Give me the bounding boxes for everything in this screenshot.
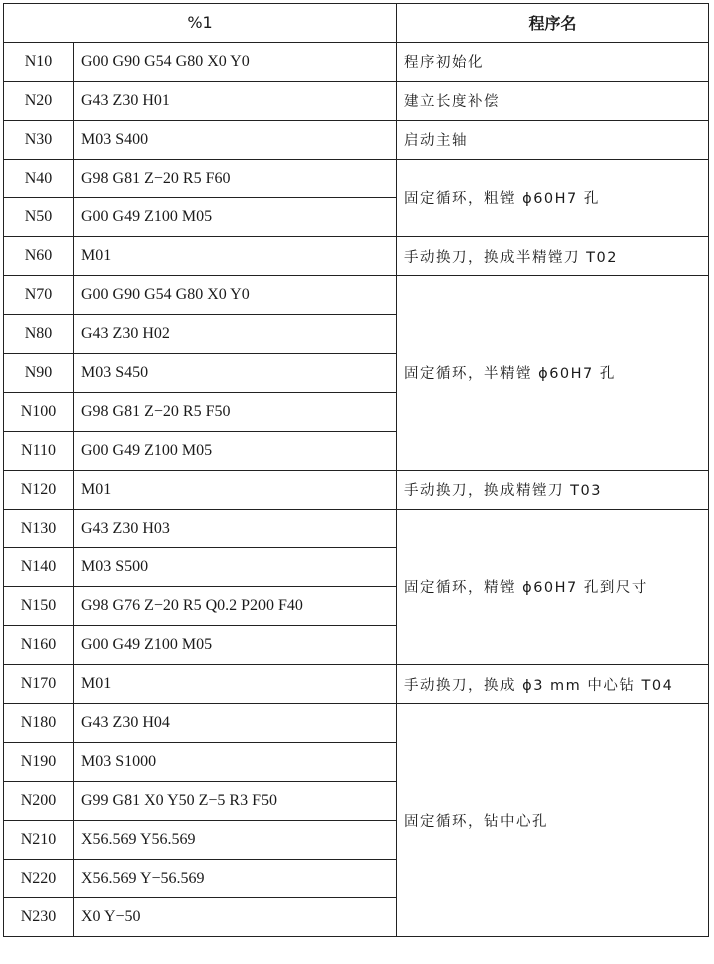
table-row — [4, 276, 709, 315]
table-row — [4, 237, 709, 276]
table-row — [4, 509, 709, 548]
nc-code: G98 G81 Z−20 R5 F60 — [74, 159, 397, 198]
block-number: N140 — [4, 548, 74, 587]
block-number: N110 — [4, 431, 74, 470]
block-number: N230 — [4, 898, 74, 937]
block-number: N60 — [4, 237, 74, 276]
block-number: N160 — [4, 626, 74, 665]
nc-code: G00 G49 Z100 M05 — [74, 626, 397, 665]
block-comment: 固定循环，粗镗 ϕ60H7 孔 — [397, 159, 709, 237]
table-row — [4, 120, 709, 159]
block-number: N80 — [4, 315, 74, 354]
block-comment: 固定循环，半精镗 ϕ60H7 孔 — [397, 276, 709, 470]
block-comment: 固定循环，精镗 ϕ60H7 孔到尺寸 — [397, 509, 709, 665]
nc-code: M03 S500 — [74, 548, 397, 587]
block-number: N120 — [4, 470, 74, 509]
block-number: N150 — [4, 587, 74, 626]
block-number: N180 — [4, 704, 74, 743]
program-name-header: 程序名 — [397, 4, 709, 43]
nc-code: M03 S400 — [74, 120, 397, 159]
table-row — [4, 159, 709, 198]
block-comment: 手动换刀，换成精镗刀 T03 — [397, 470, 709, 509]
block-number: N210 — [4, 820, 74, 859]
nc-code: G00 G49 Z100 M05 — [74, 431, 397, 470]
nc-code: M03 S1000 — [74, 742, 397, 781]
table-row — [4, 470, 709, 509]
block-number: N220 — [4, 859, 74, 898]
block-comment: 固定循环，钻中心孔 — [397, 704, 709, 937]
block-number: N50 — [4, 198, 74, 237]
nc-code: G43 Z30 H04 — [74, 704, 397, 743]
nc-code: G43 Z30 H03 — [74, 509, 397, 548]
nc-code: G43 Z30 H02 — [74, 315, 397, 354]
block-number: N30 — [4, 120, 74, 159]
nc-code: X0 Y−50 — [74, 898, 397, 937]
table-row — [4, 704, 709, 743]
program-number-header: %1 — [4, 4, 397, 43]
nc-code: G99 G81 X0 Y50 Z−5 R3 F50 — [74, 781, 397, 820]
nc-code: X56.569 Y−56.569 — [74, 859, 397, 898]
block-number: N90 — [4, 354, 74, 393]
block-number: N130 — [4, 509, 74, 548]
table-row — [4, 81, 709, 120]
block-number: N20 — [4, 81, 74, 120]
nc-code: M03 S450 — [74, 354, 397, 393]
nc-code: G00 G90 G54 G80 X0 Y0 — [74, 276, 397, 315]
block-number: N40 — [4, 159, 74, 198]
block-number: N200 — [4, 781, 74, 820]
block-number: N170 — [4, 665, 74, 704]
table-header-row — [4, 4, 709, 43]
nc-code: M01 — [74, 665, 397, 704]
block-comment: 手动换刀，换成半精镗刀 T02 — [397, 237, 709, 276]
nc-code: G43 Z30 H01 — [74, 81, 397, 120]
block-number: N190 — [4, 742, 74, 781]
nc-code: M01 — [74, 237, 397, 276]
block-comment: 建立长度补偿 — [397, 81, 709, 120]
block-number: N70 — [4, 276, 74, 315]
table-row — [4, 665, 709, 704]
nc-code: G98 G76 Z−20 R5 Q0.2 P200 F40 — [74, 587, 397, 626]
nc-code: M01 — [74, 470, 397, 509]
block-comment: 启动主轴 — [397, 120, 709, 159]
block-comment: 程序初始化 — [397, 42, 709, 81]
program-table-container — [3, 3, 709, 937]
nc-code: G00 G49 Z100 M05 — [74, 198, 397, 237]
nc-code: X56.569 Y56.569 — [74, 820, 397, 859]
table-row — [4, 42, 709, 81]
nc-code: G00 G90 G54 G80 X0 Y0 — [74, 42, 397, 81]
block-comment: 手动换刀，换成 ϕ3 mm 中心钻 T04 — [397, 665, 709, 704]
nc-program-table — [3, 3, 709, 937]
block-number: N10 — [4, 42, 74, 81]
block-number: N100 — [4, 392, 74, 431]
nc-code: G98 G81 Z−20 R5 F50 — [74, 392, 397, 431]
